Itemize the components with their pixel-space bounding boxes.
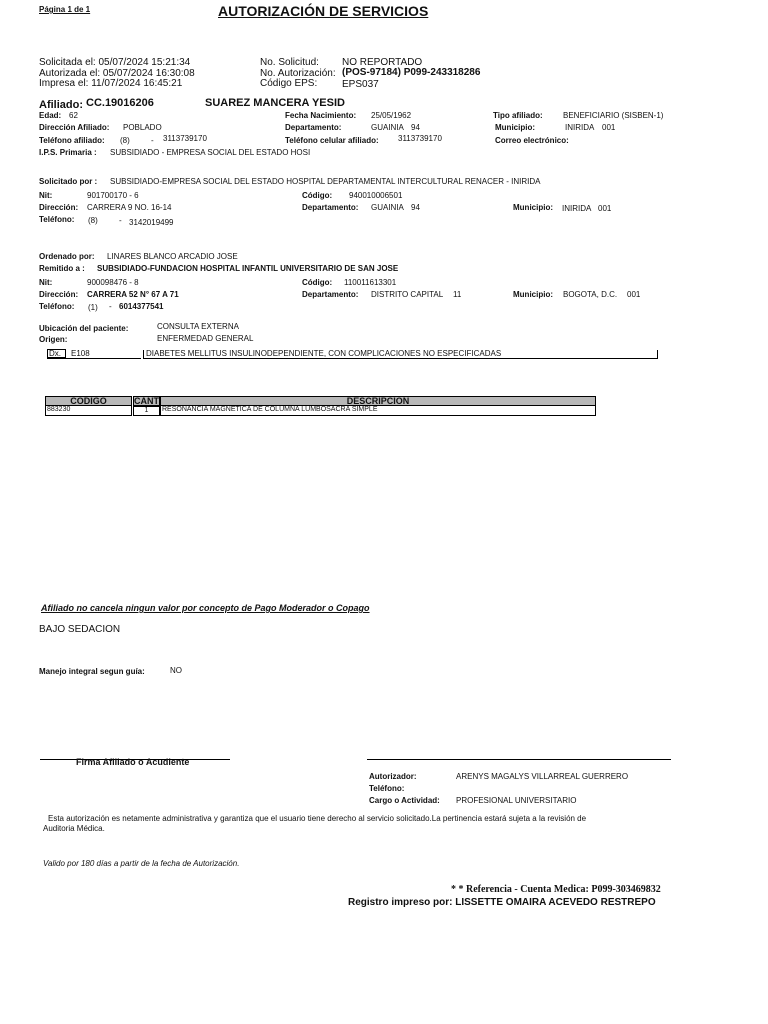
fecha-solicitada: Solicitada el: 05/07/2024 15:21:34 — [39, 57, 191, 68]
ips-primaria-label: I.P.S. Primaria : — [39, 148, 97, 157]
autorizador-value: ARENYS MAGALYS VILLARREAL GUERRERO — [456, 772, 629, 781]
table-cell-codigo: 883230 — [45, 406, 132, 416]
fecha-impresa: Impresa el: 11/07/2024 16:45:21 — [39, 78, 183, 89]
remision-departamento-code: 11 — [453, 290, 462, 299]
no-autorizacion-label: No. Autorización: — [260, 68, 336, 79]
solicitante-telefono-area: (8) — [88, 216, 98, 225]
remision-municipio-label: Municipio: — [513, 290, 553, 299]
departamento-afiliado-label: Departamento: — [285, 123, 342, 132]
solicitante-departamento-code: 94 — [411, 203, 420, 212]
remision-direccion-label: Dirección: — [39, 290, 79, 299]
tipo-afiliado-label: Tipo afiliado: — [493, 111, 543, 120]
direccion-afiliado-label: Dirección Afiliado: — [39, 123, 110, 132]
ips-primaria-value: SUBSIDIADO - EMPRESA SOCIAL DEL ESTADO HOSI — [110, 148, 311, 157]
solicitante-codigo-label: Código: — [302, 191, 333, 200]
remision-codigo-label: Código: — [302, 278, 333, 287]
table-cell-descripcion: RESONANCIA MAGNETICA DE COLUMNA LUMBOSACRA SIMPLE — [160, 406, 596, 416]
municipio-afiliado-value: INIRIDA — [565, 123, 595, 132]
dx-label: Dx. — [49, 349, 61, 358]
celular-afiliado-label: Teléfono celular afiliado: — [285, 136, 379, 145]
solicitante-direccion-label: Dirección: — [39, 203, 79, 212]
solicitante-nit-label: Nit: — [39, 191, 53, 200]
remision-telefono-label: Teléfono: — [39, 302, 75, 311]
table-header-descripcion: DESCRIPCION — [160, 396, 596, 406]
codigo-eps-label: Código EPS: — [260, 78, 318, 89]
solicitante-departamento-label: Departamento: — [302, 203, 359, 212]
solicitante-telefono-dash: - — [119, 216, 122, 225]
solicitante-departamento-value: GUAINIA — [371, 203, 404, 212]
remision-direccion-value: CARRERA 52 N° 67 A 71 — [87, 290, 179, 299]
solicitante-direccion-value: CARRERA 9 NO. 16-14 — [87, 203, 172, 212]
nacimiento-value: 25/05/1962 — [371, 111, 412, 120]
nacimiento-label: Fecha Nacimiento: — [285, 111, 357, 120]
dx-desc-underline — [143, 358, 658, 359]
autorizador-line — [367, 759, 671, 760]
telefono-afiliado-value: 3113739170 — [163, 134, 207, 143]
remision-telefono-dash: - — [109, 302, 112, 311]
edad-value: 62 — [69, 111, 78, 120]
table-header-cant: CANT — [134, 396, 159, 406]
registro-impreso-por: Registro impreso por: LISSETTE OMAIRA ACEVEDO RESTREPO — [348, 897, 656, 908]
celular-afiliado-value: 3113739170 — [398, 134, 442, 143]
solicitante-codigo-value: 940010006501 — [349, 191, 403, 200]
tipo-afiliado-value: BENEFICIARIO (SISBEN-1) — [563, 111, 664, 120]
solicitado-por-label: Solicitado por : — [39, 177, 98, 186]
table-header-codigo: CODIGO — [45, 396, 132, 406]
codigo-eps-value: EPS037 — [342, 79, 379, 90]
cargo-value: PROFESIONAL UNIVERSITARIO — [456, 796, 577, 805]
manejo-integral-label: Manejo integral segun guía: — [39, 667, 145, 676]
origen-label: Origen: — [39, 335, 68, 344]
referencia-cuenta-medica: * * Referencia - Cuenta Medica: P099-303469832 — [451, 884, 661, 895]
validez-note: Valido por 180 días a partir de la fecha de Autorización. — [43, 859, 240, 868]
manejo-integral-value: NO — [170, 666, 182, 675]
afiliado-name: SUAREZ MANCERA YESID — [205, 97, 345, 109]
no-solicitud-value: NO REPORTADO — [342, 57, 423, 68]
direccion-afiliado-value: POBLADO — [123, 123, 162, 132]
firma-label: Firma Afiliado o Acudiente — [76, 757, 190, 767]
solicitante-municipio-value: INIRIDA — [562, 204, 592, 213]
telefono-afiliado-dash: - — [151, 136, 154, 145]
disclaimer-line-1: Esta autorización es netamente administrativa y garantiza que el usuario tiene derecho al servicio solicitado.La pertinencia estará sujeta a la revisión de — [48, 814, 587, 823]
remitido-value: SUBSIDIADO-FUNDACION HOSPITAL INFANTIL UNIVERSITARIO DE SAN JOSE — [97, 264, 399, 273]
ubicacion-label: Ubicación del paciente: — [39, 324, 129, 333]
table-cell-cant: 1 — [133, 406, 160, 416]
remision-telefono-value: 6014377541 — [119, 302, 164, 311]
ubicacion-value: CONSULTA EXTERNA — [157, 322, 239, 331]
page-info: Página 1 de 1 — [39, 5, 91, 14]
dx-description: DIABETES MELLITUS INSULINODEPENDIENTE, CON COMPLICACIONES NO ESPECIFICADAS — [146, 349, 502, 358]
remision-codigo-value: 110011613301 — [344, 278, 397, 287]
correo-label: Correo electrónico: — [495, 136, 569, 145]
departamento-afiliado-value: GUAINIA — [371, 123, 404, 132]
municipio-afiliado-code: 001 — [602, 123, 616, 132]
afiliado-label: Afiliado: — [39, 99, 83, 111]
ordenado-por-value: LINARES BLANCO ARCADIO JOSE — [107, 252, 238, 261]
ordenado-por-label: Ordenado por: — [39, 252, 95, 261]
dx-desc-right-bracket — [657, 350, 658, 359]
telefono-afiliado-label: Teléfono afiliado: — [39, 136, 105, 145]
no-solicitud-label: No. Solicitud: — [260, 57, 319, 68]
telefono-afiliado-area: (8) — [120, 136, 130, 145]
autorizador-telefono-label: Teléfono: — [369, 784, 405, 793]
afiliado-id: CC.19016206 — [86, 97, 154, 109]
dx-code: E108 — [71, 349, 90, 358]
remision-municipio-value: BOGOTA, D.C. — [563, 290, 618, 299]
no-autorizacion-value: (POS-97184) P099-243318286 — [342, 67, 481, 78]
remision-nit-label: Nit: — [39, 278, 53, 287]
solicitante-municipio-label: Municipio: — [513, 203, 553, 212]
municipio-afiliado-label: Municipio: — [495, 123, 535, 132]
solicitante-nit-value: 901700170 - 6 — [87, 191, 139, 200]
fecha-autorizada: Autorizada el: 05/07/2024 16:30:08 — [39, 68, 195, 79]
cargo-label: Cargo o Actividad: — [369, 796, 440, 805]
remision-nit-value: 900098476 - 8 — [87, 278, 139, 287]
remision-telefono-area: (1) — [88, 303, 98, 312]
origen-value: ENFERMEDAD GENERAL — [157, 334, 254, 343]
remision-municipio-code: 001 — [627, 290, 641, 299]
remision-departamento-value: DISTRITO CAPITAL — [371, 290, 444, 299]
document-title: AUTORIZACIÓN DE SERVICIOS — [218, 3, 429, 19]
copago-note: Afiliado no cancela ningun valor por concepto de Pago Moderador o Copago — [41, 603, 370, 613]
observacion: BAJO SEDACION — [39, 624, 121, 635]
remitido-label: Remitido a : — [39, 264, 85, 273]
autorizador-label: Autorizador: — [369, 772, 417, 781]
dx-code-underline — [47, 358, 141, 359]
solicitado-por-value: SUBSIDIADO-EMPRESA SOCIAL DEL ESTADO HOSPITAL DEPARTAMENTAL INTERCULTURAL RENACER - INIRIDA — [110, 177, 541, 186]
disclaimer-line-2: Auditoria Médica. — [43, 824, 105, 833]
departamento-afiliado-code: 94 — [411, 123, 420, 132]
solicitante-telefono-value: 3142019499 — [129, 218, 174, 227]
solicitante-telefono-label: Teléfono: — [39, 215, 75, 224]
edad-label: Edad: — [39, 111, 62, 120]
solicitante-municipio-code: 001 — [598, 204, 612, 213]
remision-departamento-label: Departamento: — [302, 290, 359, 299]
